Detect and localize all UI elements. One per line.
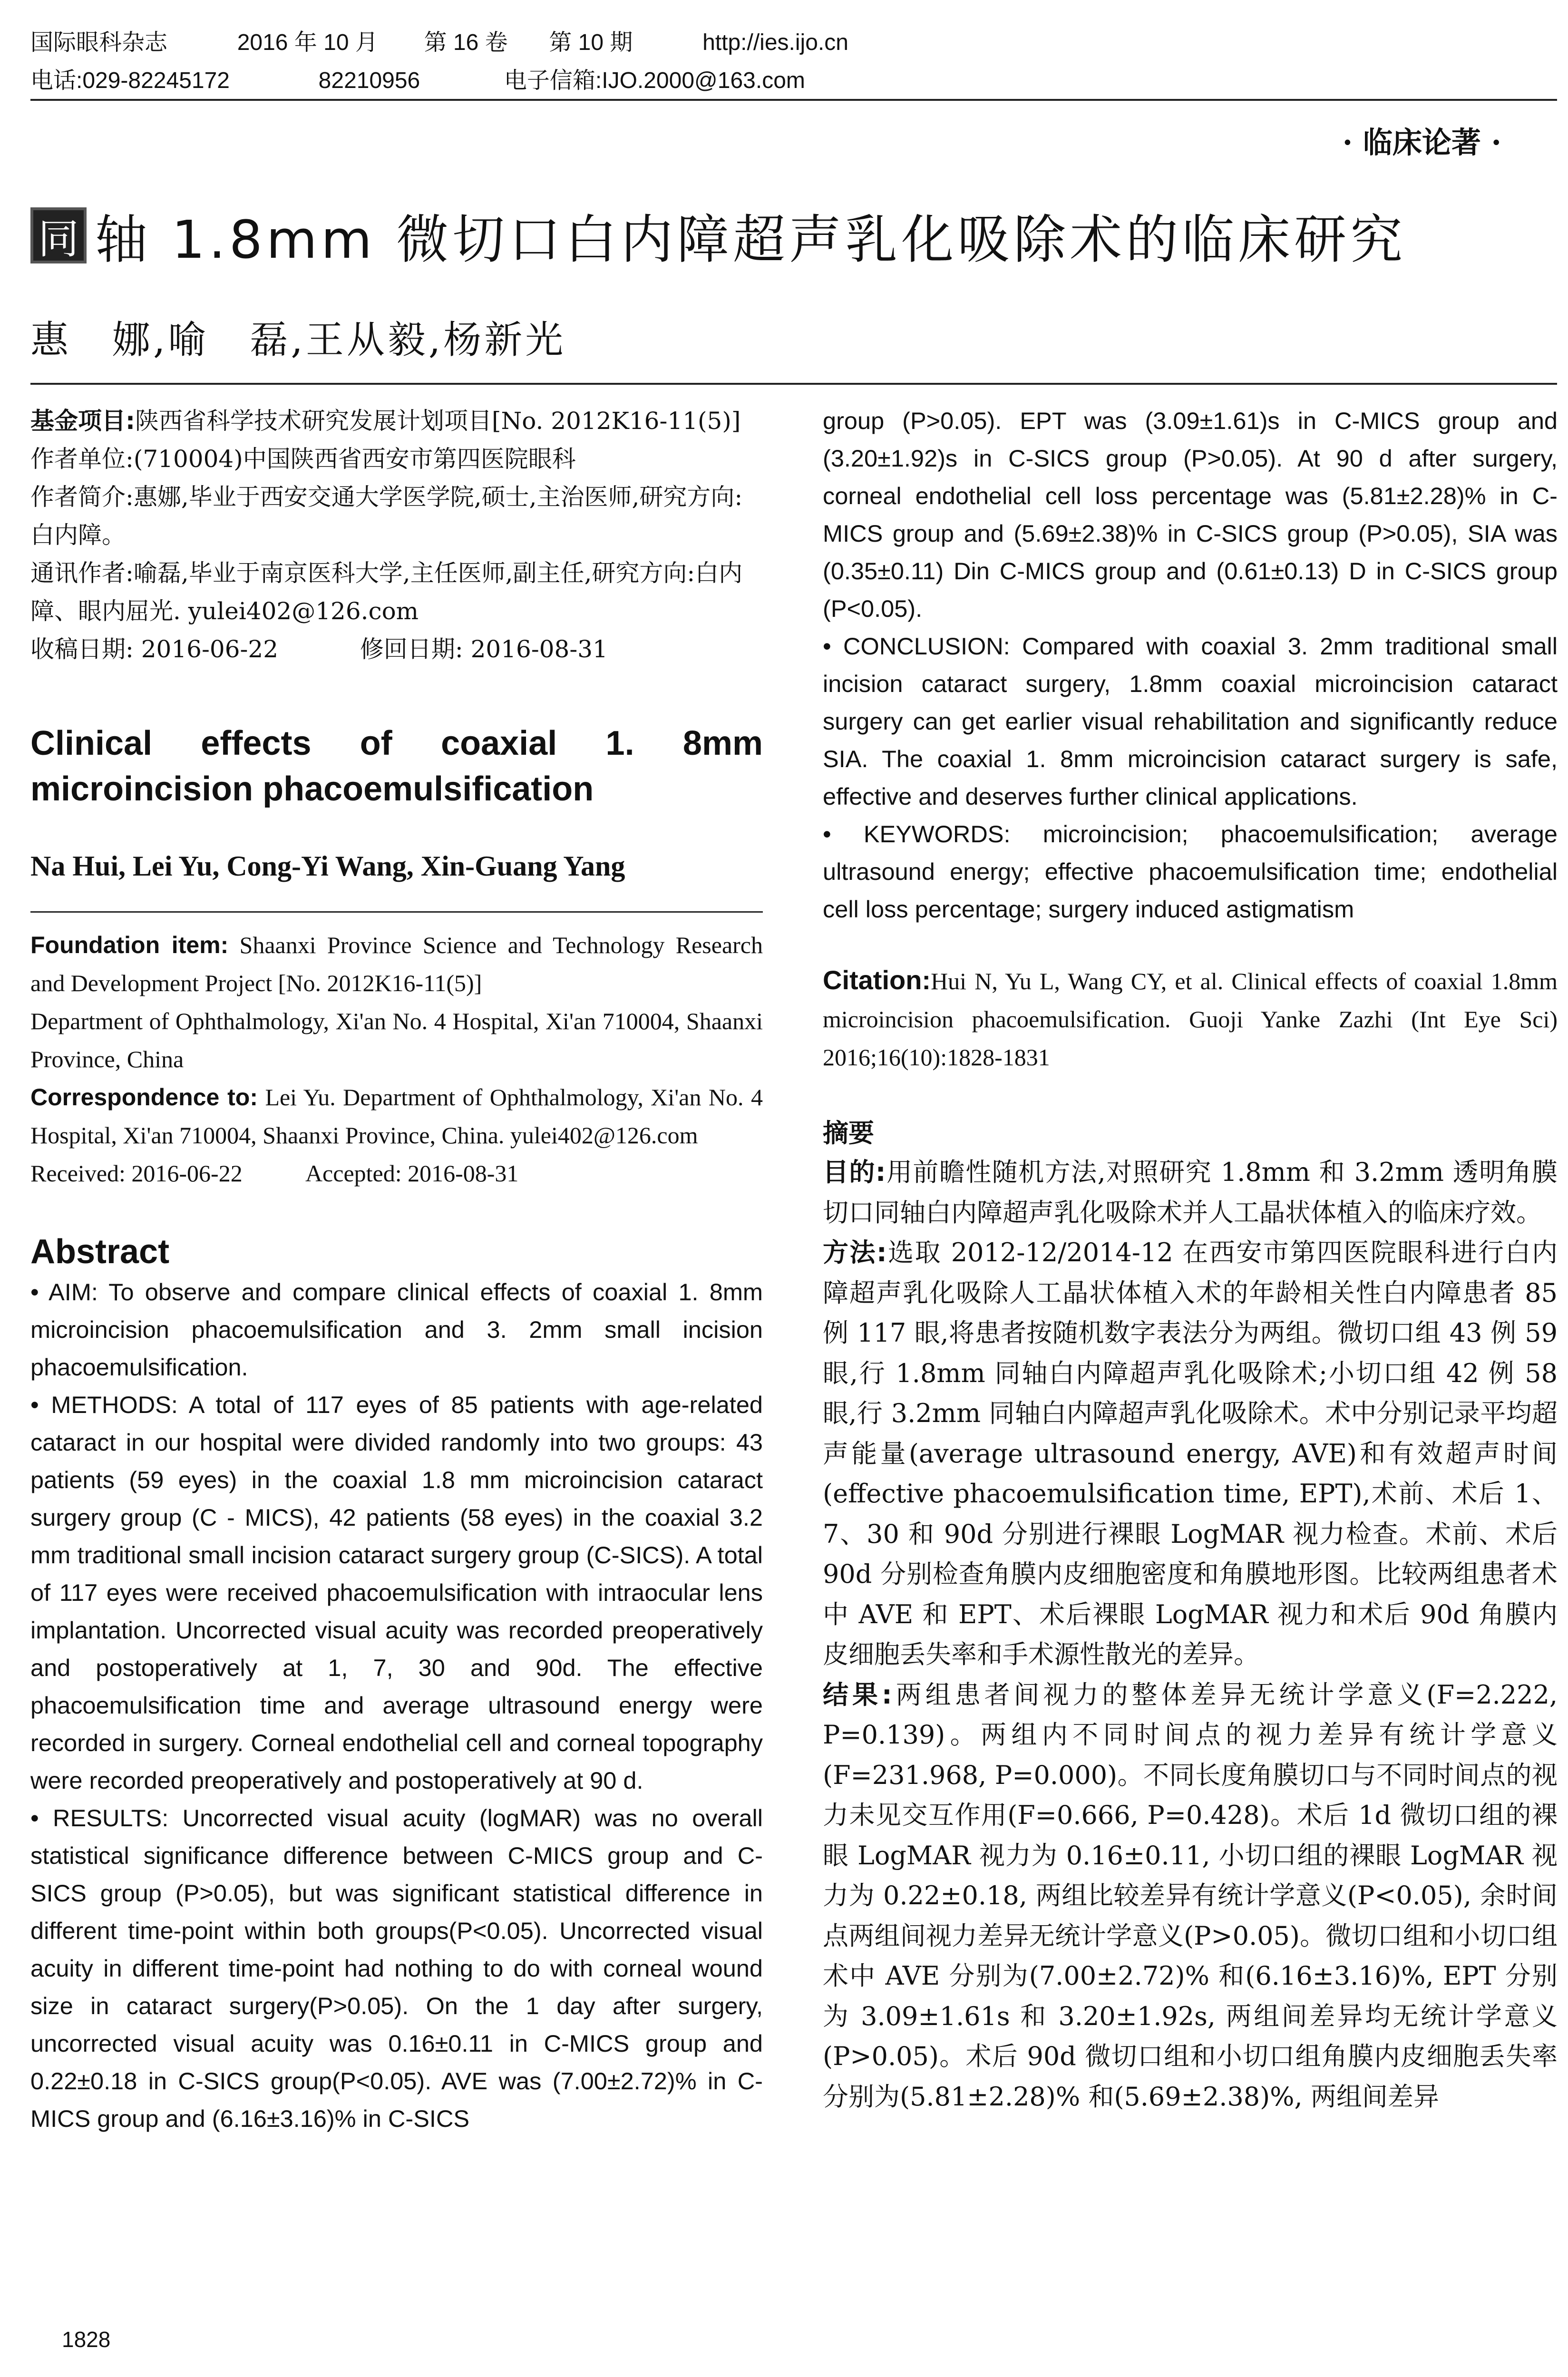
received-en: Received: 2016-06-22	[30, 1160, 243, 1187]
right-column	[823, 402, 1558, 2117]
revised-cn: 修回日期: 2016-08-31	[360, 635, 608, 663]
journal-url[interactable]: http://ies.ijo.cn	[702, 30, 848, 55]
header-rule	[30, 99, 1557, 101]
section-tag: · 临床论著 ·	[1342, 125, 1501, 160]
correspondence-label: Correspondence to:	[30, 1084, 258, 1111]
author-unit: 作者单位:(710004)中国陕西省西安市第四医院眼科	[30, 445, 576, 473]
cn-results	[823, 1675, 1558, 2117]
header-line-2	[30, 62, 1552, 100]
title-logo-icon: 同	[30, 207, 87, 263]
authors-rule	[30, 383, 1557, 385]
english-authors: Na Hui, Lei Yu, Cong-Yi Wang, Xin-Guang Yang	[30, 850, 625, 882]
cn-results-text: 两组患者间视力的整体差异无统计学意义(F=2.222, P=0.139)。两组内不同时间点的视力差异有统计学意义(F=231.968, P=0.000)。不同长度角膜切口与不同时间点的视力未见交互作用(F=0.666, P=0.428)。术后 1d 微切口组的裸眼 LogMAR 视力为 0.16±0.11, 小切口组的裸眼 LogMAR 视力为 0.22±0.18, 两组比较差异有统计学意义(P<0.05), 余时间点两组间视力差异无统计学意义(P>0.05)。微切口组和小切口组术中 AVE 分别为(7.00±2.72)% 和(6.16±3.16)%, EPT 分别为 3.09±1.61s 和 3.20±1.92s, 两组间差异均无统计学意义(P>0.05)。术后 90d 微切口组和小切口组角膜内皮细胞丢失率分别为(5.81±2.28)% 和(5.69±2.38)%, 两组间差异	[823, 1679, 1558, 2112]
cn-methods-label: 方法:	[823, 1237, 887, 1267]
abstract-conclusion: • CONCLUSION: Compared with coaxial 3. 2mm traditional small incision cataract surgery, 1.8mm coaxial microincision cataract surgery can get earlier visual rehabilitation and significantly reduce SIA. The coaxial 1. 8mm microincision cataract surgery is safe, effective and deserves further clinical applications.	[823, 633, 1558, 810]
fund-item	[30, 402, 763, 440]
abstract-heading: Abstract	[30, 1233, 170, 1271]
author-bio: 作者简介:惠娜,毕业于西安交通大学医学院,硕士,主治医师,研究方向:白内障。	[30, 483, 743, 549]
authors-cn: 惠 娜,喻 磊,王从毅,杨新光	[30, 318, 566, 362]
cn-methods	[823, 1233, 1558, 1675]
english-title: Clinical effects of coaxial 1. 8mm microincision phacoemulsification	[30, 724, 763, 808]
dates-cn	[30, 630, 763, 668]
abstract-results: • RESULTS: Uncorrected visual acuity (logMAR) was no overall statistical significance difference between C-MICS group and C-SICS group (P>0.05), but was significant statistical difference in different time-point within both groups(P<0.05). Uncorrected visual acuity in different time-point had nothing to do with corneal wound size in cataract surgery(P>0.05). On the 1 day after surgery, uncorrected visual acuity was 0.16±0.11 in C-MICS group and 0.22±0.18 in C-SICS group(P<0.05). AVE was (7.00±2.72)% in C-MICS group and (6.16±3.16)% in C-SICS	[30, 1804, 763, 2132]
journal-header	[30, 24, 1552, 100]
dates-en	[30, 1154, 763, 1192]
abstract-left	[30, 1273, 763, 2137]
phone-2: 82210956	[318, 68, 420, 93]
cn-abstract	[823, 1152, 1558, 2117]
issue-date: 2016 年 10 月	[237, 30, 378, 55]
phone: 电话:029-82245172	[30, 68, 230, 93]
volume: 第 16 卷	[424, 30, 508, 55]
fund-text: 陕西省科学技术研究发展计划项目[No. 2012K16-11(5)]	[135, 407, 741, 435]
cn-abstract-heading: 摘要	[823, 1118, 874, 1148]
page-number: 1828	[62, 2327, 111, 2352]
english-authors-rule	[30, 911, 763, 913]
citation-label: Citation:	[823, 965, 931, 995]
header-line-1	[30, 24, 1552, 62]
en-meta	[30, 926, 763, 1192]
foundation-item	[30, 926, 763, 1002]
journal-email[interactable]: 电子信箱:IJO.2000@163.com	[504, 68, 805, 93]
journal-name: 国际眼科杂志	[30, 30, 168, 55]
correspondence-en	[30, 1078, 763, 1154]
article-title	[30, 200, 1406, 271]
abstract-right	[823, 402, 1558, 928]
cn-results-label: 结果:	[823, 1679, 892, 1710]
abstract-aim: • AIM: To observe and compare clinical effects of coaxial 1. 8mm microincision phacoemulsification and 3. 2mm small incision phacoemulsification.	[30, 1278, 763, 1381]
foundation-text: Shaanxi Province Science and Technology Research and Development Project [No. 2012K16-11(5)]	[30, 932, 763, 996]
received-cn: 收稿日期: 2016-06-22	[30, 635, 279, 663]
title-text: 轴 1.8mm 微切口白内障超声乳化吸除术的临床研究	[95, 209, 1407, 270]
cn-aim-label: 目的:	[823, 1157, 886, 1187]
correspondence-cn: 通讯作者:喻磊,毕业于南京医科大学,主任医师,副主任,研究方向:白内障、眼内屈光. yulei402@126.com	[30, 559, 743, 625]
issue: 第 10 期	[549, 30, 633, 55]
cn-aim	[823, 1152, 1558, 1233]
cn-methods-text: 选取 2012-12/2014-12 在西安市第四医院眼科进行白内障超声乳化吸除人工晶状体植入术的年龄相关性白内障患者 85 例 117 眼,将患者按随机数字表法分为两组。微切口组 43 例 59 眼,行 1.8mm 同轴白内障超声乳化吸除术;小切口组 42 例 58 眼,行 3.2mm 同轴白内障超声乳化吸除术。术中分别记录平均超声能量(average ultrasound energy, AVE)和有效超声时间(effective phacoemulsification time, EPT),术前、术后 1、7、30 和 90d 分别进行裸眼 LogMAR 视力检查。术前、术后 90d 分别检查角膜内皮细胞密度和角膜地形图。比较两组患者术中 AVE 和 EPT、术后裸眼 LogMAR 视力和术后 90d 角膜内皮细胞丢失率和手术源性散光的差异。	[823, 1237, 1558, 1669]
left-column	[30, 402, 763, 2137]
abstract-methods: • METHODS: A total of 117 eyes of 85 patients with age-related cataract in our hospital were divided randomly into two groups: 43 patients (59 eyes) in the coaxial 1.8 mm microincision cataract surgery group (C - MICS), 42 patients (58 eyes) in the coaxial 3.2 mm traditional small incision cataract surgery group (C-SICS). A total of 117 eyes were received phacoemulsification with intraocular lens implantation. Uncorrected visual acuity was recorded preoperatively and postoperatively at 1, 7, 30 and 90d. The effective phacoemulsification time and average ultrasound energy were recorded in surgery. Corneal endothelial cell and corneal topography were recorded preoperatively and postoperatively at 90 d.	[30, 1391, 763, 1794]
foundation-label: Foundation item:	[30, 932, 229, 958]
fund-label: 基金项目:	[30, 407, 135, 435]
correspondence-text: Lei Yu. Department of Ophthalmology, Xi'an No. 4 Hospital, Xi'an 710004, Shaanxi Province, China. yulei402@126.com	[30, 1084, 763, 1149]
abstract-results-cont: group (P>0.05). EPT was (3.09±1.61)s in C-MICS group and (3.20±1.92)s in C-SICS group (P>0.05). At 90 d after surgery, corneal endothelial cell loss percentage was (5.81±2.28)% in C-MICS group and (5.69±2.38)% in C-SICS group (P>0.05), SIA was (0.35±0.11) Din C-MICS group and (0.61±0.13) D in C-SICS group (P<0.05).	[823, 407, 1558, 622]
citation-text: Hui N, Yu L, Wang CY, et al. Clinical effects of coaxial 1.8mm microincision phacoemulsification. Guoji Yanke Zazhi (Int Eye Sci) 2016;16(10):1828-1831	[823, 968, 1558, 1071]
accepted-en: Accepted: 2016-08-31	[305, 1160, 519, 1187]
abstract-keywords: • KEYWORDS: microincision; phacoemulsification; average ultrasound energy; effective phacoemulsification time; endothelial cell loss percentage; surgery induced astigmatism	[823, 820, 1558, 923]
cn-aim-text: 用前瞻性随机方法,对照研究 1.8mm 和 3.2mm 透明角膜切口同轴白内障超声乳化吸除术并人工晶状体植入的临床疗效。	[823, 1157, 1558, 1227]
citation	[823, 961, 1558, 1076]
cn-meta	[30, 402, 763, 668]
department: Department of Ophthalmology, Xi'an No. 4 Hospital, Xi'an 710004, Shaanxi Province, China	[30, 1008, 763, 1072]
